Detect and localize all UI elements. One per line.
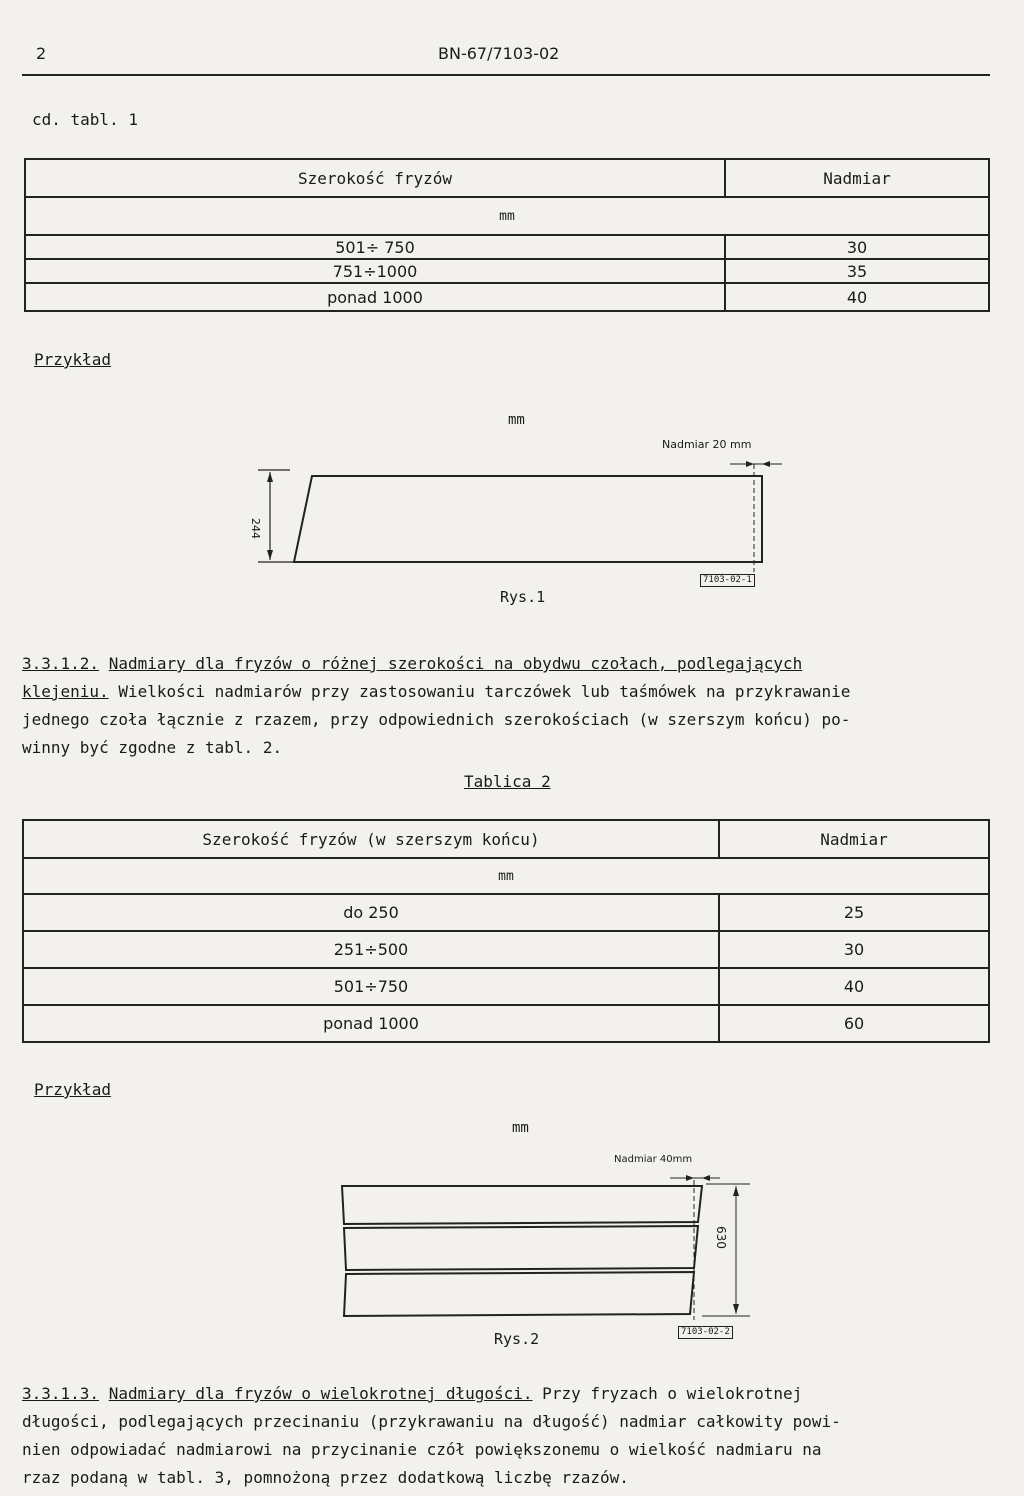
figure-1-stamp: 7103-02-1 xyxy=(700,574,755,587)
table-row xyxy=(25,259,989,283)
section-3313-text: nien odpowiadać nadmiarowi na przycinanie czół powiększonemu o wielkość nadmiaru na xyxy=(22,1440,822,1459)
table2-width-cell: do 250 xyxy=(23,894,719,931)
section-3313-text: rzaz podaną w tabl. 3, pomnożoną przez dodatkową liczbę rzazów. xyxy=(22,1468,629,1487)
table2-col2-header: Nadmiar xyxy=(719,820,989,858)
table-row xyxy=(23,894,989,931)
section-3312-text: Wielkości nadmiarów przy zastosowaniu tarczówek lub taśmówek na przykrawanie xyxy=(108,682,851,701)
section-3312-title-cont: klejeniu. xyxy=(22,682,109,701)
table2-excess-cell: 40 xyxy=(719,968,989,1005)
table1 xyxy=(24,158,990,312)
section-3313 xyxy=(22,1380,988,1492)
section-3313-text: długości, podlegających przecinaniu (przykrawaniu na długość) nadmiar całkowity powi- xyxy=(22,1412,841,1431)
table-row xyxy=(25,235,989,259)
example1-dim-label: 244 xyxy=(249,518,262,539)
section-3312-number: 3.3.1.2. xyxy=(22,654,100,673)
figure-1-drawing xyxy=(250,450,790,580)
document-code: BN-67/7103-02 xyxy=(438,44,560,63)
section-3312-text: winny być zgodne z tabl. 2. xyxy=(22,738,283,757)
section-3312 xyxy=(22,650,988,762)
example1-unit: mm xyxy=(508,412,525,428)
section-3313-text: Przy fryzach o wielokrotnej xyxy=(532,1384,803,1403)
page-number: 2 xyxy=(36,44,47,63)
section-3312-text: jednego czoła łącznie z rzazem, przy odpowiednich szerokościach (w szerszym końcu) po- xyxy=(22,710,851,729)
table2 xyxy=(22,819,990,1043)
table2-excess-cell: 30 xyxy=(719,931,989,968)
figure-2-stamp: 7103-02-2 xyxy=(678,1326,733,1339)
table2-width-cell: 251÷500 xyxy=(23,931,719,968)
section-3313-number: 3.3.1.3. xyxy=(22,1384,100,1403)
table1-col2-header: Nadmiar xyxy=(725,159,989,197)
example2-dim-label: 630 xyxy=(714,1226,728,1249)
table1-width-cell: 751÷1000 xyxy=(25,259,725,283)
example2-heading: Przykład xyxy=(34,1080,112,1099)
table-row xyxy=(25,283,989,311)
table2-caption: Tablica 2 xyxy=(464,772,551,791)
section-3313-title: Nadmiary dla fryzów o wielokrotnej długości. xyxy=(108,1384,533,1403)
table2-excess-cell: 25 xyxy=(719,894,989,931)
table-row xyxy=(23,931,989,968)
example1-excess-label: Nadmiar 20 mm xyxy=(662,438,752,451)
example2-excess-label: Nadmiar 40mm xyxy=(614,1154,693,1165)
table-row xyxy=(23,968,989,1005)
table2-unit: mm xyxy=(23,858,989,894)
table-row xyxy=(23,1005,989,1042)
table2-width-cell: ponad 1000 xyxy=(23,1005,719,1042)
table1-width-cell: ponad 1000 xyxy=(25,283,725,311)
figure-2-caption: Rys.2 xyxy=(494,1330,540,1348)
table1-excess-cell: 30 xyxy=(725,235,989,259)
section-3312-title: Nadmiary dla fryzów o różnej szerokości na obydwu czołach, podlegających xyxy=(108,654,803,673)
table1-excess-cell: 40 xyxy=(725,283,989,311)
table1-unit: mm xyxy=(25,197,989,235)
figure-2-drawing xyxy=(330,1166,760,1326)
table2-width-cell: 501÷750 xyxy=(23,968,719,1005)
table1-col1-header: Szerokość fryzów xyxy=(25,159,725,197)
table2-col1-header: Szerokość fryzów (w szerszym końcu) xyxy=(23,820,719,858)
table1-width-cell: 501÷ 750 xyxy=(25,235,725,259)
table2-excess-cell: 60 xyxy=(719,1005,989,1042)
table1-caption: cd. tabl. 1 xyxy=(32,110,138,129)
example1-heading: Przykład xyxy=(34,350,112,369)
example2-unit: mm xyxy=(512,1120,529,1136)
table1-excess-cell: 35 xyxy=(725,259,989,283)
header-rule xyxy=(22,74,990,76)
figure-1-caption: Rys.1 xyxy=(500,588,546,606)
